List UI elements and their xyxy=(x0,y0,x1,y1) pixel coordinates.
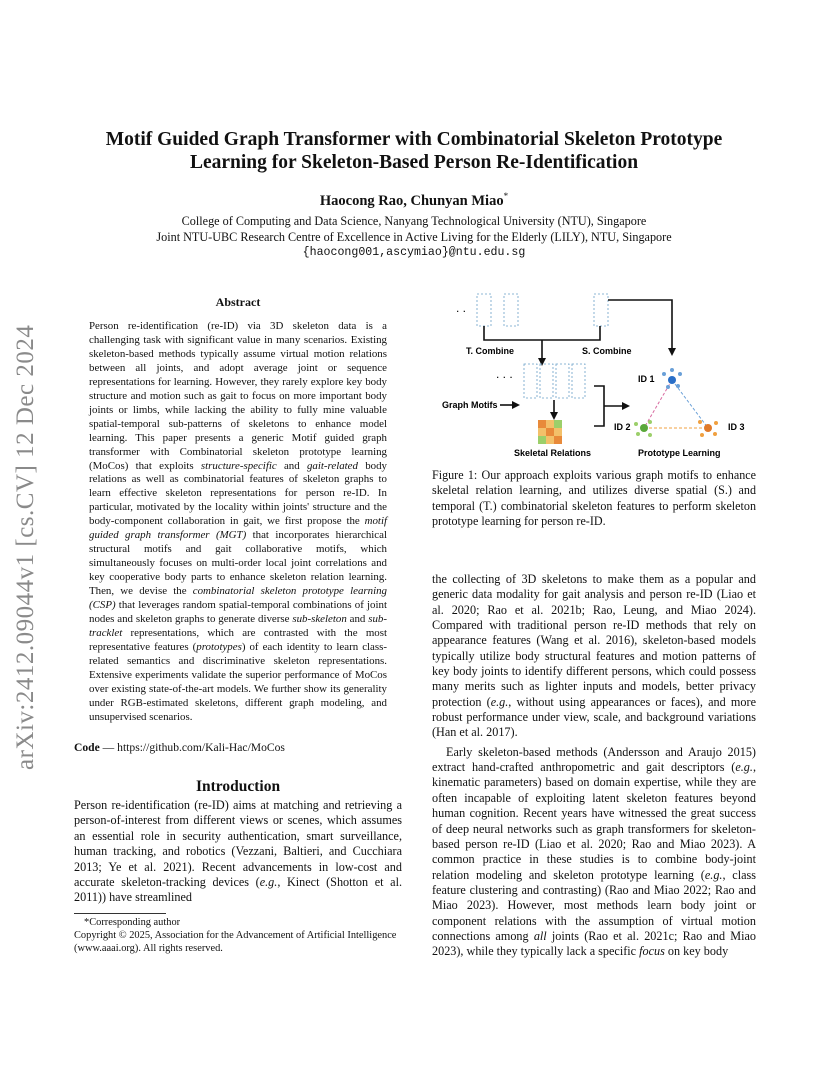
abstract-heading: Abstract xyxy=(215,295,261,309)
prototype-learning-label: Prototype Learning xyxy=(638,448,721,458)
intro-paragraph: Person re-identification (re-ID) aims at matching and retrieving a person-of-interest from different views or scenes, which assumes an essential role in security authentication, smart surveillance, human tracking, and robotics (Vezzani, Baltieri, and Cucchiara 2013; Ye et al. 2021). Recent advancements in low-cost and accurate skeleton-tracking devices (e.g., Kinect (Shotton et al. 2011)) have streamlined xyxy=(74,798,403,905)
right-paragraph-2: Early skeleton-based methods (Andersson and Araujo 2015) extract hand-crafted anthropometric and gait descriptors (e.g., kinematic parameters) based on domain expertise, while they are often incapable of exploiting latent skeleton features beyond human cognition. Recent years have witnessed the great success of deep neural networks such as graph transformers for skeleton-based person re-ID (Liao et al. 2020; Rao and Miao 2023). A common practice in these studies is to combine body-joint relation modeling and skeleton prototype learning (e.g., class feature clustering and contrasting) (Rao and Miao 2022; Rao and Miao 2023). However, most methods learn body joint or component relations with the assumption of virtual motion connections among all joints (Rao et al. 2021c; Rao and Miao 2023), while they typically lack a specific focus on key body xyxy=(432,744,756,959)
footnote-rule xyxy=(74,913,166,914)
introduction-body xyxy=(74,798,402,906)
abstract-paragraph: Person re-identification (re-ID) via 3D skeleton data is a challenging task with significant value in many scenarios. Existing skeleton-based methods typically assume virtual motion relations between all joints, and adopt average joint or sequence representations for learning. However, they rarely explore key body structure and motion such as gait to focus on more important body joints or limbs, while lacking the ability to fully mine valuable spatial-temporal sub-patterns of skeletons to enhance model learning. This paper presents a generic Motif guided graph transformer with Combinatorial skeleton prototype learning (MoCos) that exploits structure-specific and gait-related body relations as well as combinatorial features of skeleton graphs to learn effective skeleton representations for person re-ID. In particular, motivated by the locality within joints' structure and the body-component collaboration in gait, we first propose the motif guided graph transformer (MGT) that incorporates hierarchical structural motifs and gait collaborative motifs, which simultaneously focuses on multi-order local joint correlations and key cooperative body parts to enhance skeleton relation learning. Then, we devise the combinatorial skeleton prototype learning (CSP) that leverages random spatial-temporal combinations of joint nodes and skeleton graphs to generate diverse sub-skeleton and sub-tracklet representations, which are contrasted with the most representative features (prototypes) of each identity to learn class-related semantics and discriminative skeleton representations. Extensive experiments validate the superior performance of MoCos over existing state-of-the-art models. We further show its generality under RGB-estimated skeletons, different graph modeling, and unsupervised scenarios. xyxy=(89,320,387,723)
copyright-note: Copyright © 2025, Association for the Advancement of Artificial Intelligence (www.aaai.org). All rights reserved. xyxy=(74,930,397,955)
skeletal-relations-label: Skeletal Relations xyxy=(514,448,592,458)
right-column-body xyxy=(432,572,756,960)
s-combine-label: S. Combine xyxy=(582,346,632,356)
graph-motifs-label: Graph Motifs xyxy=(442,400,498,410)
id3-label: ID 3 xyxy=(728,422,745,432)
author-mark: * xyxy=(503,191,509,201)
title-line-1: Motif Guided Graph Transformer with Combinatorial Skeleton Prototype xyxy=(105,129,723,150)
abstract-body xyxy=(89,320,387,725)
author-email[interactable]: {haocong001,ascymiao}@ntu.edu.sg xyxy=(302,246,526,259)
authors-text: Haocong Rao, Chunyan Miao xyxy=(319,192,504,209)
code-label: Code xyxy=(74,741,100,754)
right-paragraph-1: the collecting of 3D skeletons to make them as a popular and generic data modality for gait analysis and person re-ID (Liao et al. 2020; Rao et al. 2021b; Rao, Leung, and Miao 2024). Compared with traditional person re-ID methods that rely on appearance features (Wang et al. 2016), skeleton-based models typically utilize body structural features and motion patterns of key body joints to identify different persons, which could possess many merits such as lighter inputs and models, better privacy protection (e.g., without using appearances or faces), and more robust performance under view, scale, and background variations (Han et al. 2017). xyxy=(432,572,756,740)
author-list xyxy=(80,191,748,210)
figure-1-caption: Figure 1: Our approach exploits various graph motifs to enhance skeletal relation learning, and utilizes diverse spatial (S.) and temporal (T.) combinatorial skeleton features to perform skeleton prototype learning for person re-ID. xyxy=(432,468,756,529)
t-combine-label: T. Combine xyxy=(466,346,515,356)
code-link-line xyxy=(74,741,402,756)
skeletal-relations-grid xyxy=(538,420,562,444)
dots-top: . . xyxy=(456,301,467,315)
skeleton-frames-top xyxy=(477,294,608,326)
affiliation-1: College of Computing and Data Science, Nanyang Technological University (NTU), Singapore xyxy=(181,214,647,228)
footnote xyxy=(74,916,402,956)
id2-label: ID 2 xyxy=(614,422,631,432)
code-url[interactable]: — https://github.com/Kali-Hac/MoCos xyxy=(99,741,285,754)
figure-1 xyxy=(432,290,756,460)
dots-middle: . . . xyxy=(496,367,513,381)
figure-1-diagram xyxy=(432,290,756,460)
id1-label: ID 1 xyxy=(638,374,655,384)
title-line-2: Learning for Skeleton-Based Person Re-Identification xyxy=(189,152,639,173)
paper-title xyxy=(80,128,748,174)
affiliations xyxy=(80,213,748,261)
introduction-heading: Introduction xyxy=(195,778,281,795)
affiliation-2: Joint NTU-UBC Research Centre of Excellence in Active Living for the Elderly (LILY), NTU, Singapore xyxy=(156,230,672,244)
arxiv-stamp-text: arXiv:2412.09044v1 [cs.CV] 12 Dec 2024 xyxy=(12,324,39,770)
corresponding-author-note: *Corresponding author xyxy=(84,917,181,928)
skeleton-frames-middle xyxy=(524,364,585,398)
